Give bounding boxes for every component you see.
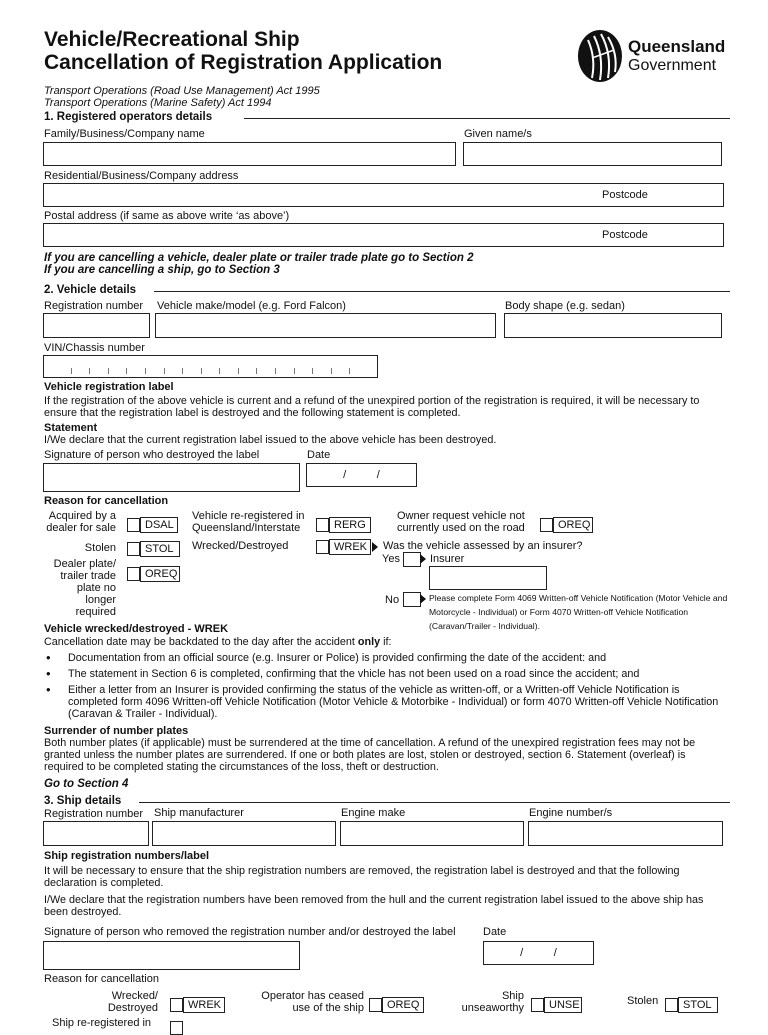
family-name-label: Family/Business/Company name xyxy=(44,128,205,140)
vin-tick xyxy=(331,368,332,374)
wrek-intro-pre: Cancellation date may be backdated to the day after the accident xyxy=(44,636,358,648)
stol-code: STOL xyxy=(140,541,180,557)
ship-oreq-code: OREQ xyxy=(382,997,424,1013)
vin-tick xyxy=(275,368,276,374)
vin-tick xyxy=(182,368,183,374)
ship-reason-rereg-label: Ship re-registered in xyxy=(52,1017,152,1029)
ship-signature-label: Signature of person who removed the registration number and/or destroyed the label xyxy=(44,926,456,938)
section1-rule xyxy=(244,118,730,119)
reason-rereg-label: Vehicle re-registered in Queensland/Interstate xyxy=(192,510,305,534)
vehicle-make-field[interactable] xyxy=(155,313,496,338)
wrek-condition: • Either a letter from an Insurer is provided confirming the status of the vehicle as written-off, or a Written-off Vehicle Notification is completed form 4096 Written-off Vehicle Notification (Motor Vehicle & Motorbike - Individual) or form 4070 Written-off Vehicle Notification (Caravan & Trailer - Individual). xyxy=(44,684,724,720)
ship-reason-ceased-label: Operator has ceased use of the ship xyxy=(261,990,364,1014)
yes-label: Yes xyxy=(382,553,400,565)
ship-numbers-text: It will be necessary to ensure that the ship registration numbers are removed, the registration label is destroyed and that the following declaration is completed. xyxy=(44,865,680,889)
surrender-text: Both number plates (if applicable) must be surrendered at the time of cancellation. A refund of the unexpired registration fees may not be granted unless the number plates are surrendered. If one or both plates are lost, stolen or destroyed, section 6. Statement (overleaf) is required to be completed stating the circumstances of the loss, theft or destruction. xyxy=(44,737,696,773)
ship-unse-code: UNSE xyxy=(544,997,582,1013)
vin-tick xyxy=(349,368,350,374)
stol-checkbox[interactable] xyxy=(127,542,140,556)
postal-address-field[interactable] xyxy=(43,223,724,247)
vin-tick xyxy=(238,368,239,374)
ship-stol-checkbox[interactable] xyxy=(665,998,678,1012)
rerg-code: RERG xyxy=(329,517,371,533)
vin-field[interactable] xyxy=(43,355,378,378)
form-title-line1: Vehicle/Recreational Ship xyxy=(44,28,300,51)
instruction-ship: If you are cancelling a ship, go to Section 3 xyxy=(44,264,280,276)
ship-date-field[interactable]: / / xyxy=(483,941,594,965)
vin-tick xyxy=(145,368,146,374)
ship-declaration-text: I/We declare that the registration numbers have been removed from the hull and the current registration label issued to the above ship has been destroyed. xyxy=(44,894,704,918)
vin-tick xyxy=(201,368,202,374)
residential-address-field[interactable] xyxy=(43,183,724,207)
qld-government-logo xyxy=(574,28,734,84)
vin-tick xyxy=(312,368,313,374)
surrender-heading: Surrender of number plates xyxy=(44,725,189,737)
yes-checkbox[interactable] xyxy=(403,552,421,567)
yes-arrow-icon xyxy=(420,554,426,564)
ship-manufacturer-field[interactable] xyxy=(152,821,336,846)
oreq-checkbox[interactable] xyxy=(540,518,553,532)
body-shape-field[interactable] xyxy=(504,313,722,338)
ship-unse-checkbox[interactable] xyxy=(531,998,544,1012)
wrek-condition: • Documentation from an official source (e.g. Insurer or Police) is provided confirming the date of the accident: and xyxy=(44,652,724,664)
wrek-intro-only: only xyxy=(357,636,381,648)
ship-reason-wrecked-label: Wrecked/ Destroyed xyxy=(107,990,158,1014)
ship-manufacturer-label: Ship manufacturer xyxy=(154,807,244,819)
residential-postcode-label: Postcode xyxy=(602,189,648,201)
reason-stolen-label: Stolen xyxy=(84,542,116,554)
dsal-code: DSAL xyxy=(140,517,178,533)
ship-reason-unsea-label: Ship unseaworthy xyxy=(461,990,524,1014)
ship-date-label: Date xyxy=(483,926,507,938)
section1-heading: 1. Registered operators details xyxy=(44,111,213,123)
wrek-arrow-icon xyxy=(372,542,378,552)
ship-reason-label: Reason for cancellation xyxy=(44,973,159,985)
no-checkbox[interactable] xyxy=(403,592,421,607)
given-name-label: Given name/s xyxy=(464,128,532,140)
vin-tick xyxy=(219,368,220,374)
given-name-field[interactable] xyxy=(463,142,722,166)
no-instruction-text: Please complete Form 4069 Written-off Vehicle Notification (Motor Vehicle and Motorcycle - Individual) or Form 4070 Written-off Vehicle Notification (Caravan/Trailer - Individual). xyxy=(429,593,728,631)
wrek-intro-post: if: xyxy=(380,636,392,648)
reason-wrecked-label: Wrecked/Destroyed xyxy=(192,540,289,552)
wrek-conditions-list xyxy=(44,652,724,724)
reason-owner-label: Owner request vehicle not currently used on the road xyxy=(397,510,525,534)
oreq-code: OREQ xyxy=(553,517,593,533)
oreq2-checkbox[interactable] xyxy=(127,567,140,581)
vin-tick xyxy=(108,368,109,374)
instruction-vehicle: If you are cancelling a vehicle, dealer plate or trailer trade plate go to Section 2 xyxy=(44,252,474,264)
reason-dealer-plate-label: Dealer plate/ trailer trade plate no longer required xyxy=(53,558,116,618)
vin-tick xyxy=(126,368,127,374)
ship-stol-code: STOL xyxy=(678,997,718,1013)
statement-heading: Statement xyxy=(44,422,98,434)
act-marine: Transport Operations (Marine Safety) Act 1994 xyxy=(44,97,272,109)
ship-wrek-code: WREK xyxy=(183,997,225,1013)
section2-rule xyxy=(154,291,730,292)
vehicle-signature-field[interactable] xyxy=(43,463,300,492)
vehicle-rego-label: Registration number xyxy=(44,300,144,312)
ship-rego-field[interactable] xyxy=(43,821,149,846)
form-title-line2: Cancellation of Registration Application xyxy=(44,51,443,74)
wrek-code: WREK xyxy=(329,539,371,555)
ship-signature-field[interactable] xyxy=(43,941,300,970)
residential-address-label: Residential/Business/Company address xyxy=(44,170,239,182)
dsal-checkbox[interactable] xyxy=(127,518,140,532)
postal-address-label: Postal address (if same as above write ‘as above’) xyxy=(44,210,290,222)
wrek-condition: • The statement in Section 6 is completed, confirming that the vhicle has not been used on a road since the accident; and xyxy=(44,668,724,680)
family-name-field[interactable] xyxy=(43,142,456,166)
vehicle-date-label: Date xyxy=(307,449,331,461)
vin-tick xyxy=(89,368,90,374)
vehicle-reason-heading: Reason for cancellation xyxy=(44,495,169,507)
ship-wrek-checkbox[interactable] xyxy=(170,998,183,1012)
section3-rule xyxy=(139,802,730,803)
assessed-question: Was the vehicle assessed by an insurer? xyxy=(383,540,583,552)
ship-rereg-checkbox[interactable] xyxy=(170,1021,183,1035)
ship-oreq-checkbox[interactable] xyxy=(369,998,382,1012)
statement-text: I/We declare that the current registration label issued to the above vehicle has been destroyed. xyxy=(44,434,497,446)
vin-label: VIN/Chassis number xyxy=(44,342,145,354)
form-title xyxy=(44,28,442,74)
oreq2-code: OREQ xyxy=(140,566,180,582)
logo-government: Government xyxy=(628,57,717,74)
no-label: No xyxy=(385,594,400,606)
no-arrow-icon xyxy=(420,594,426,604)
engine-number-field[interactable] xyxy=(528,821,723,846)
section3-heading: 3. Ship details xyxy=(44,795,122,807)
label-heading: Vehicle registration label xyxy=(44,381,174,393)
qld-crest-icon xyxy=(574,28,626,84)
wrek-checkbox[interactable] xyxy=(316,540,329,554)
postal-postcode-label: Postcode xyxy=(602,229,648,241)
logo-queensland: Queensland xyxy=(628,37,726,56)
insurer-field[interactable] xyxy=(429,566,547,590)
insurer-label: Insurer xyxy=(430,553,465,565)
body-shape-label: Body shape (e.g. sedan) xyxy=(505,300,625,312)
reason-dealer-label: Acquired by a dealer for sale xyxy=(46,510,116,534)
act-road: Transport Operations (Road Use Management) Act 1995 xyxy=(44,85,320,97)
ship-rego-label: Registration number xyxy=(44,808,144,820)
section2-heading: 2. Vehicle details xyxy=(44,284,137,296)
vehicle-signature-label: Signature of person who destroyed the label xyxy=(44,449,260,461)
vehicle-make-label: Vehicle make/model (e.g. Ford Falcon) xyxy=(157,300,346,312)
ship-reason-stolen-label: Stolen xyxy=(627,995,659,1007)
wrek-heading: Vehicle wrecked/destroyed - WREK xyxy=(44,623,229,635)
goto-section4: Go to Section 4 xyxy=(44,778,129,790)
wrek-intro xyxy=(44,636,392,648)
engine-make-field[interactable] xyxy=(340,821,524,846)
engine-number-label: Engine number/s xyxy=(529,807,613,819)
vin-character-ticks xyxy=(52,368,368,374)
label-text: If the registration of the above vehicle is current and a refund of the unexpired portion of the registration is required, it will be necessary to ensure that the registration label is destroyed and the following statement is completed. xyxy=(44,395,700,419)
vin-tick xyxy=(71,368,72,374)
vehicle-date-field[interactable]: / / xyxy=(306,463,417,487)
vin-tick xyxy=(294,368,295,374)
engine-make-label: Engine make xyxy=(341,807,406,819)
vin-tick xyxy=(164,368,165,374)
rerg-checkbox[interactable] xyxy=(316,518,329,532)
vehicle-rego-field[interactable] xyxy=(43,313,150,338)
ship-numbers-heading: Ship registration numbers/label xyxy=(44,850,210,862)
vin-tick xyxy=(256,368,257,374)
